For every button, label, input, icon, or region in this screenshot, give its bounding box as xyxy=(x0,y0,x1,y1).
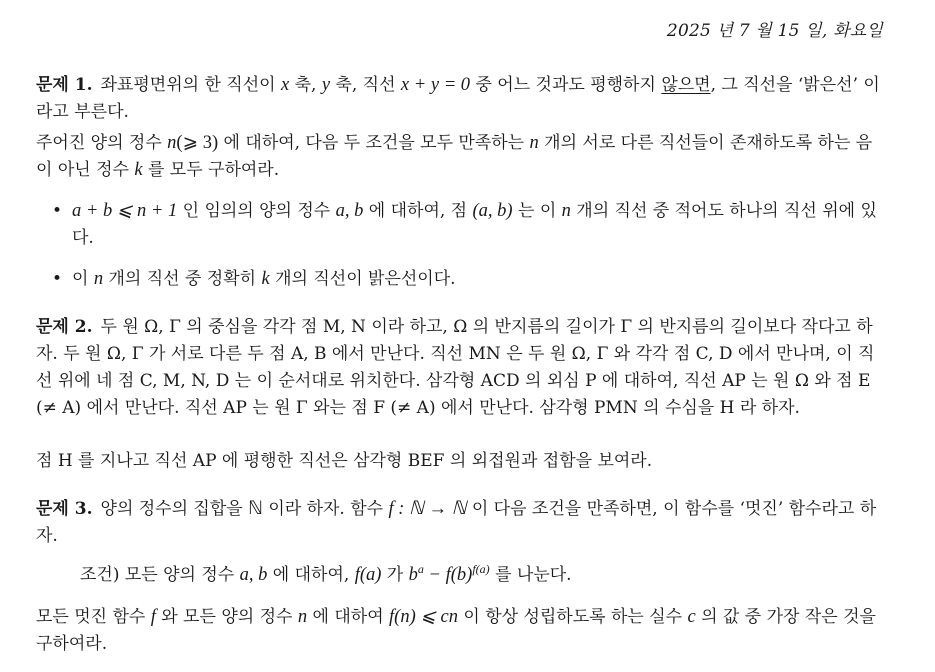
text: 는 이 xyxy=(512,201,562,221)
text: 에 대하여 xyxy=(307,607,390,627)
problem-3-task xyxy=(36,604,888,658)
math-fa: f(a) xyxy=(354,565,382,585)
text: 가 xyxy=(381,565,409,585)
problem-2-task xyxy=(36,448,888,475)
math-expression xyxy=(408,561,490,585)
text: 축, 직선 xyxy=(330,75,401,95)
text: 개의 직선이 밝은선이다. xyxy=(269,269,456,289)
text: 이 xyxy=(72,269,94,289)
math-n: n xyxy=(93,269,104,289)
text: 축, xyxy=(289,75,322,95)
text: 에 대하여, xyxy=(267,565,355,585)
underlined-word: 않으면 xyxy=(661,75,711,95)
math-naturals: ℕ xyxy=(248,499,263,519)
problem-3-label: 문제 3. xyxy=(36,499,93,519)
math-line-eq: x + y = 0 xyxy=(400,75,471,95)
text: 개의 서로 다른 직선들이 존재하도록 하는 음이 아닌 정수 xyxy=(36,133,873,180)
bullet-item xyxy=(36,266,888,293)
text: 좌표평면위의 한 직선이 xyxy=(100,75,281,95)
math-n: n xyxy=(561,201,571,221)
date-header: 2025 년 7 월 15 일, 화요일 xyxy=(666,21,883,41)
math-y: y xyxy=(321,75,331,95)
math-base: b xyxy=(408,565,418,585)
math-point: (a, b) xyxy=(472,201,513,221)
math-exponent: a xyxy=(417,561,424,576)
problem-1-task xyxy=(36,130,888,184)
text: 개의 직선 중 적어도 하나의 직선 위에 있다. xyxy=(72,201,877,248)
math-function: f : ℕ → ℕ xyxy=(388,499,467,519)
text: 주어진 양의 정수 xyxy=(36,133,168,153)
text: 에 대하여, 점 xyxy=(363,201,473,221)
math-term: − f(b) xyxy=(423,565,473,585)
math-x: x xyxy=(280,75,290,95)
math-k: k xyxy=(134,160,143,180)
problem-3-condition xyxy=(80,562,880,589)
problem-2-statement xyxy=(36,314,888,422)
math-ab: a, b xyxy=(335,201,364,221)
text: 인 임의의 양의 정수 xyxy=(177,201,336,221)
problem-1-intro xyxy=(36,72,888,126)
math-ineq: a + b ⩽ n + 1 xyxy=(72,201,178,221)
math-k: k xyxy=(261,269,270,289)
text: 조건) 모든 양의 정수 xyxy=(80,565,240,585)
text: 모든 멋진 함수 xyxy=(36,607,151,627)
problem-1-conditions xyxy=(36,198,888,293)
text: 이라 하자. 함수 xyxy=(262,499,389,519)
problem-3-intro xyxy=(36,496,888,550)
math-n: n xyxy=(167,133,177,153)
text: 개의 직선 중 정확히 xyxy=(103,269,262,289)
text: 를 모두 구하여라. xyxy=(142,160,280,180)
math-n: n xyxy=(529,133,539,153)
bullet-item xyxy=(36,198,888,252)
text: 점 H 를 지나고 직선 AP 에 평행한 직선은 삼각형 BEF 의 외접원과 접함을 보여라. xyxy=(36,451,653,471)
math-ineq: f(n) ⩽ cn xyxy=(389,607,458,627)
text: 이 다음 조건을 만족하면, 이 함수를 ‘멋진’ 함수라고 하자. xyxy=(36,499,877,546)
math-ab: a, b xyxy=(239,565,268,585)
text: 이 항상 성립하도록 하는 실수 xyxy=(457,607,688,627)
text: 중 어느 것과도 평행하지 xyxy=(470,75,662,95)
text: 의 값 중 가장 작은 것을 구하여라. xyxy=(36,607,876,654)
text: 와 모든 양의 정수 xyxy=(155,607,298,627)
math-c: c xyxy=(687,607,696,627)
math-n: n xyxy=(297,607,308,627)
math-exponent: f(a) xyxy=(472,561,490,576)
text: 양의 정수의 집합을 xyxy=(100,499,249,519)
text: 두 원 Ω, Γ 의 중심을 각각 점 M, N 이라 하고, Ω 의 반지름의 길이가 Γ 의 반지름의 길이보다 작다고 하자. 두 원 Ω, Γ 가 서로 다른 두 점 A, B 에서 만난다. 직선 MN 은 두 원 Ω, Γ 와 각각 점 C, D 에서 만나며, 이 직선 위에 네 점 C, M, N, D 는 이 순서대로 위치한다. 삼각형 ACD 의 외심 P 에 대하여, 직선 AP 는 원 Ω 와 점 E (≠ A) 에서 만난다. 직선 AP 는 원 Γ 와는 점 F (≠ A) 에서 만난다. 삼각형 PMN 의 수심을 H 라 하자. xyxy=(36,317,875,418)
math-f: f xyxy=(150,607,156,627)
problem-2-label: 문제 2. xyxy=(36,317,93,337)
problem-1-label: 문제 1. xyxy=(36,75,93,95)
math-cond: (⩾ 3) xyxy=(176,133,219,153)
text: , 그 직선을 ‘밝은선’ 이라고 부른다. xyxy=(36,75,880,122)
text: 를 나눈다. xyxy=(489,565,572,585)
text: 에 대하여, 다음 두 조건을 모두 만족하는 xyxy=(218,133,530,153)
